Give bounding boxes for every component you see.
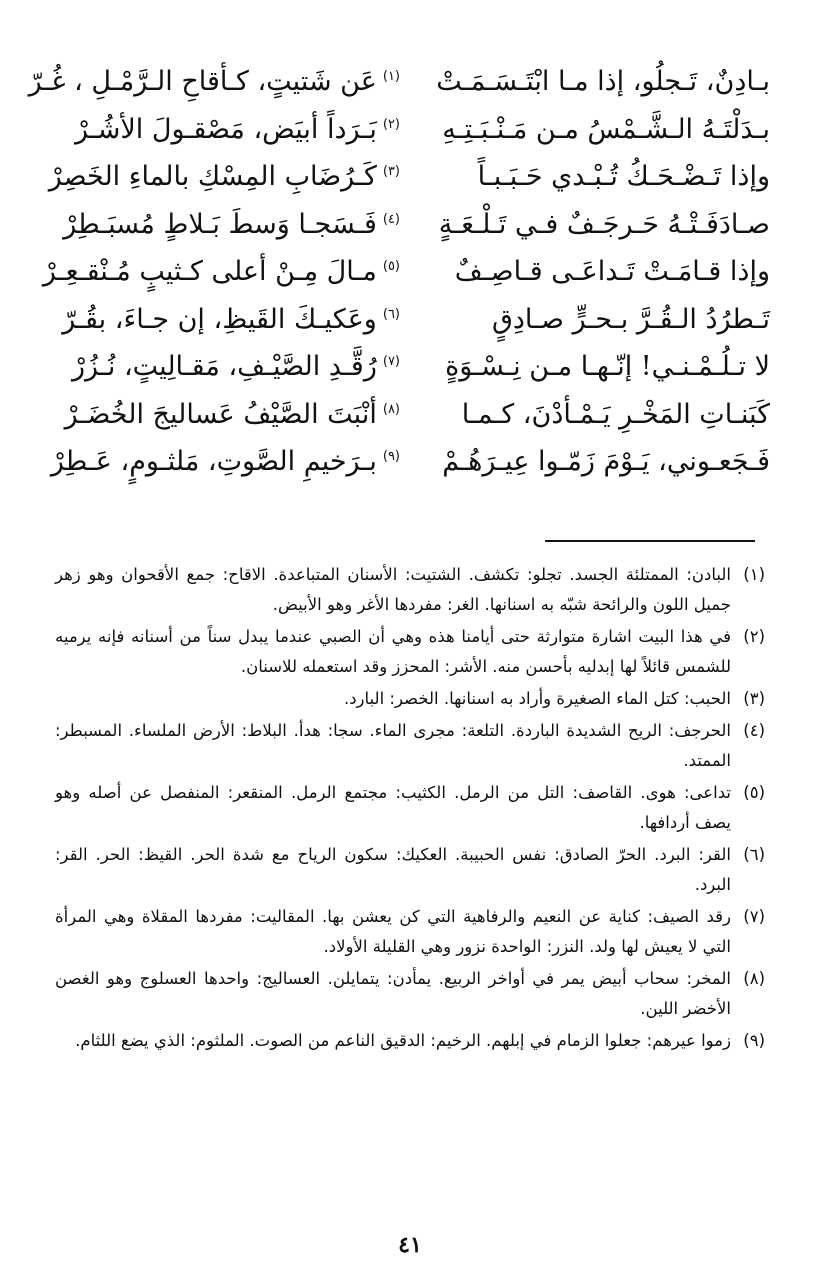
verse-first-hemistich: لا تـلُـمْـنـي! إنّـهـا مـن نِـسْـوَةٍ: [445, 351, 770, 383]
footnote: [55, 716, 765, 776]
footnote-marker: (٩): [382, 449, 400, 465]
verse-second-hemistich: [40, 161, 400, 193]
footnote-marker: (٧): [382, 354, 400, 370]
poem-verse: [40, 343, 780, 391]
poem-verse: [40, 153, 780, 201]
poem-verse: [28, 58, 780, 106]
footnote-marker: (١): [382, 69, 400, 85]
verse-second-hemistich: [40, 208, 400, 240]
footnote-number: (١): [743, 565, 765, 584]
verse-first-hemistich: وإذا قـامَـتْ تَـداعَـى قـاصِـفٌ: [454, 256, 770, 288]
footnote-text: الحبب: كتل الماء الصغيرة وأراد به اسنانها. الخصر: البارد.: [343, 689, 731, 708]
verse-second-text: كَـرُضَابِ المِسْكِ بالماءِ الخَصِرْ: [48, 161, 377, 193]
footnote-number: (٧): [743, 907, 765, 926]
footnote-text: المخر: سحاب أبيض يمر في أواخر الربيع. يمأدن: يتمايلن. العساليج: واحدها العسلوج وهو الغصن الأخضر اللين.: [55, 969, 731, 1018]
footnote: [55, 1026, 765, 1056]
footnote-marker: (٢): [382, 116, 400, 132]
footnote: [55, 840, 765, 900]
verse-first-hemistich: كَبَنـاتِ المَخْـرِ يَـمْـأدْنَ، كـمـا: [461, 398, 770, 430]
footnote-marker: (٤): [382, 211, 400, 227]
verse-first-hemistich: صـادَفَـتْـهُ حَـرجَـفٌ فـي تَـلْـعَـةٍ: [438, 208, 770, 240]
footnote-text: في هذا البيت اشارة متوارثة حتى أيامنا هذه وهي أن الصبي عندما يبدل سناً من أسنانه فإنه يرميه للشمس قائلاً لها إبدليه بأحسن منه. الأشر: المحزز وقد استعمله للاسنان.: [55, 627, 731, 676]
poem-verse: [40, 391, 780, 439]
verse-second-hemistich: [40, 256, 400, 288]
footnote-text: الحرجف: الريح الشديدة الباردة. التلعة: مجرى الماء. سجا: هدأ. البلاط: الأرض الملساء. المسبطر: الممتد.: [55, 721, 731, 770]
verse-second-hemistich: [40, 113, 400, 145]
footnote-number: (٣): [743, 689, 765, 708]
footnote: [55, 684, 765, 714]
verse-second-text: وعَكيـكَ القَيظِ، إن جـاءَ، بقُـرّ: [62, 303, 377, 335]
verse-second-text: رُقَّـدِ الصَّيْـفِ، مَقـالِيتٍ، نُـزُرْ: [72, 351, 377, 383]
poem-verse: [40, 296, 780, 344]
footnote-number: (٢): [743, 627, 765, 646]
verse-second-hemistich: [40, 351, 400, 383]
verse-first-hemistich: تَـطرُدُ الـقُـرَّ بـحـرٍّ صـادِقٍ: [491, 303, 770, 335]
footnote-number: (٥): [743, 783, 765, 802]
verse-second-hemistich: [40, 303, 400, 335]
poem-verse: [40, 248, 780, 296]
verse-first-hemistich: وإذا تَـضْـحَـكُ تُـبْـدي حَـبَـبـاً: [477, 161, 770, 193]
footnote-number: (٦): [743, 845, 765, 864]
poem: [28, 58, 780, 498]
footnote: [55, 964, 765, 1024]
verse-second-hemistich: [40, 446, 400, 478]
footnote-number: (٩): [743, 1031, 765, 1050]
footnote-marker: (٦): [382, 306, 400, 322]
footnote-text: البادن: الممتلئة الجسد. تجلو: تكشف. الشتيت: الأسنان المتباعدة. الاقاح: جمع الأقحوان وهو زهر جميل اللون والرائحة شبّه به اسنانها. الغر: مفردها الأغر وهو الأبيض.: [55, 565, 731, 614]
footnote: [55, 902, 765, 962]
verse-second-text: مـالَ مِـنْ أعلى كـثيبٍ مُـنْقـعِـرْ: [42, 256, 377, 288]
footnote-divider: [545, 540, 755, 542]
verse-second-text: أنْبَتَ الصَّيْفُ عَساليجَ الخُضَـرْ: [64, 398, 377, 430]
verse-second-text: بَـرَداً أبيَض، مَصْقـولَ الأشُـرْ: [74, 113, 377, 145]
poem-verse: [40, 201, 780, 249]
verse-second-hemistich: [40, 398, 400, 430]
verse-first-hemistich: فَـجَعـوني، يَـوْمَ زَمّـوا عِيـرَهُـمْ: [442, 446, 770, 478]
footnote-marker: (٨): [382, 401, 400, 417]
verse-second-hemistich: [28, 66, 400, 98]
footnote: [55, 622, 765, 682]
footnote-text: القر: البرد. الحرّ الصادق: نفس الحبيبة. العكيك: سكون الرياح مع شدة الحر. القيظ: الحر. القر: البرد.: [55, 845, 731, 894]
footnote-marker: (٥): [382, 259, 400, 275]
footnote-text: زموا عيرهم: جعلوا الزمام في إبلهم. الرخيم: الدقيق الناعم من الصوت. الملثوم: الذي يضع اللثام.: [75, 1031, 731, 1050]
verse-first-hemistich: بـادِنٌ، تَـجلُو، إذا مـا ابْتَـسَـمَـتْ: [436, 66, 770, 98]
footnote-marker: (٣): [382, 164, 400, 180]
page-number: ٤١: [398, 1232, 422, 1258]
poem-verse: [40, 106, 780, 154]
verse-second-text: عَن شَتيتٍ، كـأقاحِ الـرَّمْـلِ ، غُـرّ: [28, 66, 377, 98]
footnote: [55, 778, 765, 838]
footnote-text: تداعى: هوى. القاصف: التل من الرمل. الكثيب: مجتمع الرمل. المنقعر: المنفصل عن أصله وهو يصف أردافها.: [55, 783, 731, 832]
verse-second-text: فَـسَجـا وَسطَ بَـلاطٍ مُسبَـطِرْ: [63, 208, 377, 240]
footnote-text: رقد الصيف: كناية عن النعيم والرفاهية التي كن يعشن بها. المقاليت: مفردها المقلاة وهي المرأة التي لا يعيش لها ولد. النزر: الواحدة نزور وهي القليلة الأولاد.: [55, 907, 731, 956]
verse-first-hemistich: بـدَلْتَـهُ الـشَّـمْسُ مـن مَـنْـبَـتِـهِ: [442, 113, 770, 145]
verse-second-text: بـرَخيمِ الصَّوتِ، مَلثـومٍ، عَـطِرْ: [50, 446, 377, 478]
footnote: [55, 560, 765, 620]
footnotes: [55, 560, 765, 1058]
footnote-number: (٤): [743, 721, 765, 740]
poem-verse: [40, 438, 780, 486]
footnote-number: (٨): [743, 969, 765, 988]
